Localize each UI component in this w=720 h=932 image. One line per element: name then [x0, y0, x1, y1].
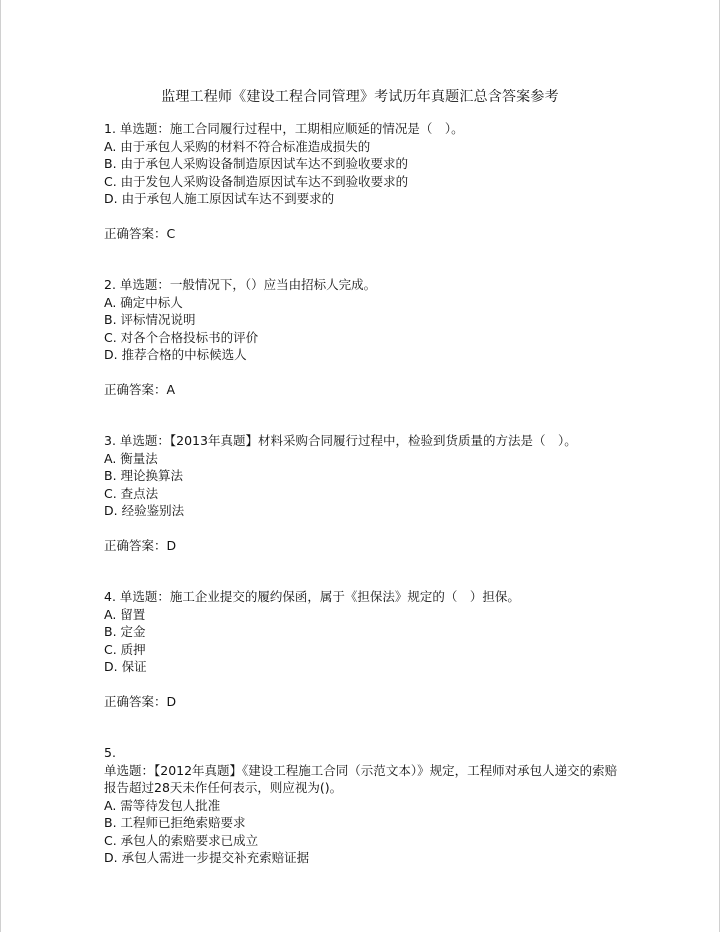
- question-stem: 2. 单选题：一般情况下，（）应当由招标人完成。: [104, 277, 377, 292]
- question-stem: 1. 单选题：施工合同履行过程中，工期相应顺延的情况是（ ）。: [104, 121, 464, 136]
- answer-text: 正确答案：D: [104, 693, 177, 709]
- option-b: B. 理论换算法: [104, 468, 184, 483]
- option-c: C. 查点法: [104, 485, 159, 501]
- question-4: [104, 588, 624, 710]
- option-d: D. 承包人需进一步提交补充索赔证据: [104, 850, 310, 865]
- option-c: C. 由于发包人采购设备制造原因试车达不到验收要求的: [104, 173, 409, 189]
- option-b: B. 评标情况说明: [104, 312, 196, 327]
- option-b: B. 定金: [104, 624, 146, 639]
- option-a: A. 由于承包人采购的材料不符合标准造成损失的: [104, 138, 371, 154]
- answer-text: 正确答案：C: [104, 225, 176, 241]
- question-1: [104, 120, 624, 242]
- option-c: C. 质押: [104, 641, 146, 657]
- question-stem: 3. 单选题：【2013年真题】材料采购合同履行过程中，检验到货质量的方法是（ ）。: [104, 433, 577, 448]
- spacer: [104, 554, 624, 588]
- question-2: [104, 276, 624, 398]
- question-3: [104, 432, 624, 554]
- option-a: A. 衡量法: [104, 450, 158, 466]
- option-c: C. 承包人的索赔要求已成立: [104, 832, 259, 848]
- option-b: B. 工程师已拒绝索赔要求: [104, 815, 246, 830]
- option-d: D. 由于承包人施工原因试车达不到要求的: [104, 191, 335, 206]
- question-5: [104, 744, 624, 867]
- option-b: B. 由于承包人采购设备制造原因试车达不到验收要求的: [104, 156, 409, 171]
- question-number: 5.: [104, 745, 116, 760]
- question-stem: 单选题：【2012年真题】《建设工程施工合同（示范文本）》规定，工程师对承包人递交的索赔报告超过28天未作任何表示，则应视为()。: [104, 762, 618, 795]
- option-d: D. 保证: [104, 659, 147, 674]
- option-d: D. 推荐合格的中标候选人: [104, 347, 247, 362]
- spacer: [104, 398, 624, 432]
- answer-text: 正确答案：A: [104, 381, 176, 397]
- spacer: [104, 242, 624, 276]
- question-list: [104, 120, 624, 867]
- spacer: [104, 710, 624, 744]
- question-stem: 4. 单选题：施工企业提交的履约保函，属于《担保法》规定的（ ）担保。: [104, 589, 520, 604]
- answer-text: 正确答案：D: [104, 537, 177, 553]
- option-a: A. 留置: [104, 606, 146, 622]
- document-title: 监理工程师《建设工程合同管理》考试历年真题汇总含答案参考: [161, 89, 559, 105]
- option-a: A. 需等待发包人批准: [104, 797, 221, 813]
- option-c: C. 对各个合格投标书的评价: [104, 329, 259, 345]
- option-a: A. 确定中标人: [104, 294, 183, 310]
- option-d: D. 经验鉴别法: [104, 503, 185, 518]
